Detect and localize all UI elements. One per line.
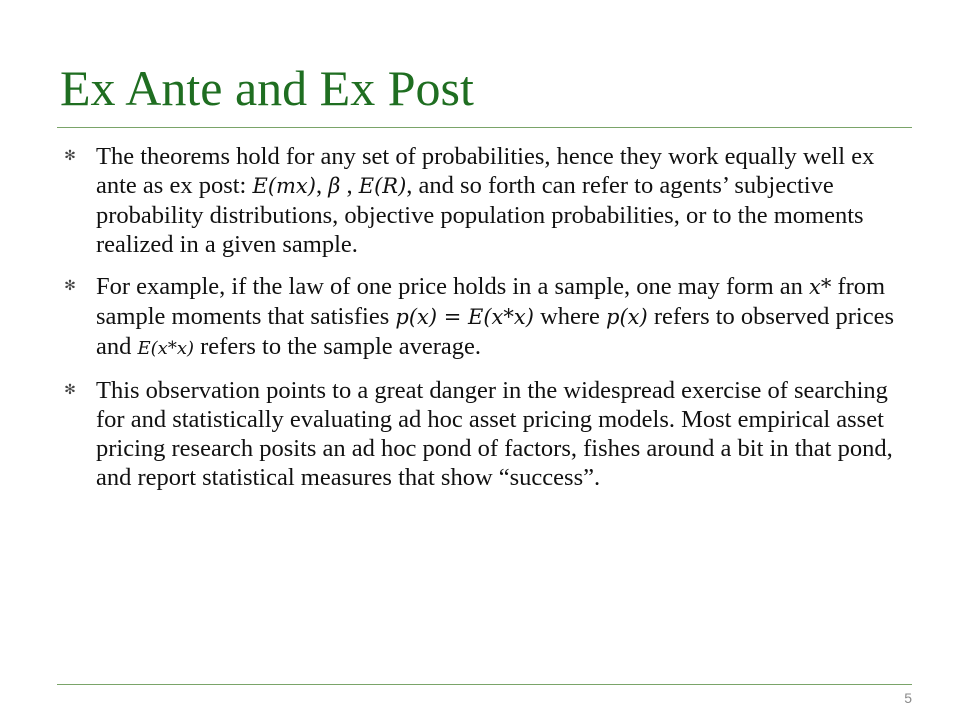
math-expression: p(x) [606, 305, 648, 329]
bullet-text: , and so forth can refer to agents’ subjective probability distributions, objective population probabilities, or to the moments realized in a given sample. [96, 172, 864, 258]
asterisk-bullet-icon: ✻ [64, 148, 76, 164]
bullet-text: refers to observed prices and [96, 303, 894, 360]
bullet-text: refers to the sample average. [194, 333, 482, 360]
page-number: 5 [904, 690, 912, 706]
math-expression: β [328, 174, 341, 198]
bullet-text: from sample moments that satisfies [96, 273, 886, 330]
math-expression: E(x*x) [137, 338, 194, 359]
bullet-text: The theorems hold for any set of probabilities, hence they work equally well ex ante as ex post: [96, 143, 875, 199]
bullet-item-1 [60, 142, 910, 259]
bullet-text: For example, if the law of one price holds in a sample, one may form an [96, 273, 810, 300]
asterisk-bullet-icon: ✻ [64, 278, 76, 294]
asterisk-bullet-icon: ✻ [64, 382, 76, 398]
footer-divider [57, 684, 912, 685]
bullet-list [60, 142, 910, 505]
title-divider [57, 127, 912, 128]
bullet-text: , [315, 172, 329, 199]
math-expression: E(R) [358, 174, 407, 198]
bullet-text: , [340, 172, 359, 199]
math-expression: p(x) = E(x*x) [395, 305, 534, 329]
bullet-item-3 [60, 376, 910, 492]
math-expression: x* [809, 275, 832, 299]
slide-title: Ex Ante and Ex Post [60, 60, 474, 116]
math-expression: E(mx) [252, 174, 316, 198]
bullet-text: where [533, 303, 607, 330]
bullet-text: This observation points to a great danger in the widespread exercise of searching for and statistically evaluating ad hoc asset pricing models. Most empirical asset pricing research posits an ad hoc pond of factors, fishes around a bit in that pond, and report statistical measures that show “success”. [96, 377, 893, 491]
bullet-item-2 [60, 272, 910, 363]
